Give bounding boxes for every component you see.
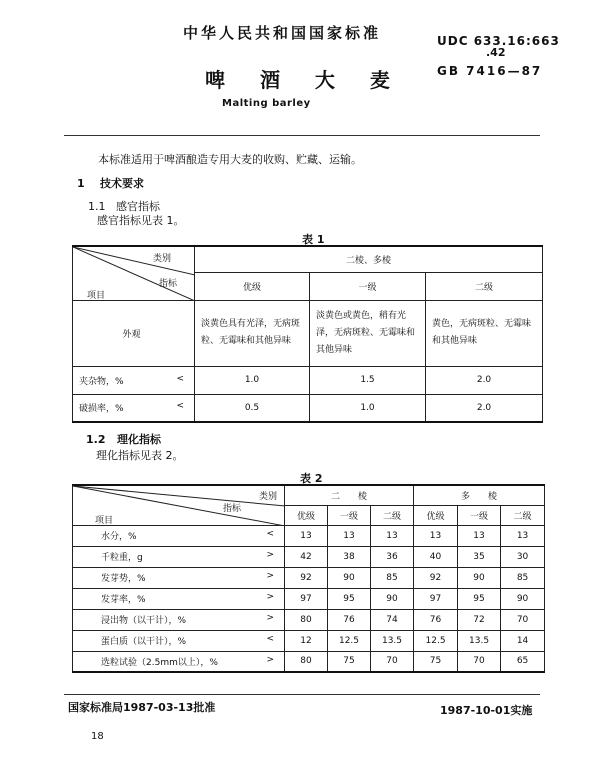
- gb-standard-number: GB 7416—87: [437, 64, 543, 78]
- row-label-wrap: [73, 655, 284, 668]
- table-1-caption: 表 1: [302, 233, 325, 246]
- table-cell: 14: [501, 630, 545, 651]
- row-label-wrap: [73, 529, 284, 542]
- grade-header: 优级: [195, 272, 310, 300]
- table-row: [73, 609, 545, 630]
- row-label: [73, 366, 195, 394]
- table-1-corner-header: [73, 246, 195, 300]
- table-cell: 85: [501, 567, 545, 588]
- table-cell: 90: [371, 588, 414, 609]
- table-cell: 80: [285, 609, 328, 630]
- comparison-symbol: <: [266, 529, 274, 539]
- table-cell: 12: [285, 630, 328, 651]
- sensory-index-table: [72, 245, 543, 423]
- row-label-wrap: [73, 613, 284, 626]
- comparison-symbol: >: [266, 571, 274, 581]
- table-2-corner-header: [73, 485, 285, 525]
- table-cell: 13: [414, 525, 458, 546]
- header-item-label: 项目: [87, 291, 106, 300]
- row-label: [73, 546, 285, 567]
- physicochemical-index-table: [72, 484, 545, 673]
- table-cell: 74: [371, 609, 414, 630]
- table-cell: 36: [371, 546, 414, 567]
- row-label-text: 发芽率，%: [101, 595, 146, 605]
- section-title: 感官指标: [116, 200, 160, 213]
- row-label-wrap: [73, 327, 194, 340]
- row-label-wrap: [73, 374, 194, 387]
- grade-header: 二级: [371, 505, 414, 525]
- table-cell: 76: [328, 609, 371, 630]
- table-cell: 1.0: [195, 366, 310, 394]
- table-cell: 1.0: [310, 394, 426, 422]
- table-cell: 80: [285, 651, 328, 672]
- table-2-body: [73, 525, 545, 672]
- section-number: 1: [77, 177, 85, 190]
- table-2-caption: 表 2: [300, 472, 323, 485]
- comparison-symbol: <: [176, 373, 184, 384]
- row-label-text: 蛋白质（以干计），%: [101, 637, 187, 647]
- row-label-text: 破损率，%: [79, 404, 124, 415]
- table-cell: 95: [328, 588, 371, 609]
- table-cell: 85: [371, 567, 414, 588]
- row-label-text: 水分，%: [101, 532, 137, 542]
- comparison-symbol: <: [176, 401, 184, 412]
- table-cell: 13: [285, 525, 328, 546]
- row-label: [73, 651, 285, 672]
- row-label-wrap: [73, 571, 284, 584]
- table-cell: 97: [414, 588, 458, 609]
- table-cell: 70: [371, 651, 414, 672]
- table-cell: 13: [328, 525, 371, 546]
- row-label-text: 浸出物（以干计），%: [101, 616, 187, 626]
- table-cell: 90: [328, 567, 371, 588]
- table-cell: 13.5: [371, 630, 414, 651]
- udc-code: UDC 633.16:663: [437, 34, 560, 48]
- group-header: 二 棱: [285, 485, 414, 505]
- row-label: [73, 567, 285, 588]
- table-cell: 35: [458, 546, 501, 567]
- table-cell: 42: [285, 546, 328, 567]
- table-cell: 13.5: [458, 630, 501, 651]
- row-label: [73, 630, 285, 651]
- row-label: [73, 609, 285, 630]
- grade-header: 一级: [328, 505, 371, 525]
- grade-header: 优级: [285, 505, 328, 525]
- table-cell: 1.5: [310, 366, 426, 394]
- table-cell: 黄色，无病斑粒、无霉味和其他异味: [426, 300, 543, 366]
- grade-header: 优级: [414, 505, 458, 525]
- table-cell: 92: [285, 567, 328, 588]
- approval-note: 国家标准局1987-03-13批准: [68, 701, 216, 714]
- row-label-text: 发芽势，%: [101, 574, 146, 584]
- table-cell: 13: [371, 525, 414, 546]
- table-row: [73, 525, 545, 546]
- table-cell: 70: [501, 609, 545, 630]
- grade-header: 二级: [426, 272, 543, 300]
- row-label-wrap: [73, 592, 284, 605]
- section-title: 理化指标: [117, 433, 161, 446]
- footer-divider: [64, 694, 540, 695]
- table-cell: 70: [458, 651, 501, 672]
- section-1-2-body: 理化指标见表 2。: [96, 449, 184, 462]
- table-cell: 2.0: [426, 394, 543, 422]
- comparison-symbol: >: [266, 592, 274, 602]
- table-cell: 13: [501, 525, 545, 546]
- section-number: 1.2: [86, 433, 106, 446]
- header-index-label: 指标: [159, 279, 178, 289]
- table-cell: 12.5: [414, 630, 458, 651]
- row-label-wrap: [73, 634, 284, 647]
- table-cell: 75: [328, 651, 371, 672]
- table-cell: 76: [414, 609, 458, 630]
- comparison-symbol: >: [266, 550, 274, 560]
- row-label-wrap: [73, 401, 194, 414]
- section-title: 技术要求: [99, 177, 144, 190]
- page-number: 18: [91, 731, 104, 742]
- section-number: 1.1: [88, 200, 106, 213]
- table-cell: 0.5: [195, 394, 310, 422]
- table-cell: 淡黄色或黄色，稍有光泽，无病斑粒、无霉味和其他异味: [310, 300, 426, 366]
- grade-header: 一级: [310, 272, 426, 300]
- comparison-symbol: >: [266, 613, 274, 623]
- row-label-text: 选粒试验（2.5mm以上），%: [101, 657, 218, 668]
- table-row: [73, 630, 545, 651]
- section-1-1-body: 感官指标见表 1。: [97, 214, 185, 227]
- table-cell: 90: [458, 567, 501, 588]
- table-cell: 13: [458, 525, 501, 546]
- table-cell: 97: [285, 588, 328, 609]
- header-category-label: 类别: [153, 254, 172, 264]
- header-category-label: 类别: [259, 492, 278, 502]
- standard-type-title: 中华人民共和国国家标准: [183, 24, 382, 42]
- header-item-label: 项目: [95, 516, 114, 525]
- row-label: [73, 300, 195, 366]
- header-divider: [64, 135, 540, 136]
- comparison-symbol: <: [266, 634, 274, 644]
- table-cell: 65: [501, 651, 545, 672]
- group-header: 二棱、多棱: [195, 246, 543, 272]
- header-index-label: 指标: [223, 504, 242, 514]
- table-cell: 38: [328, 546, 371, 567]
- table-cell: 92: [414, 567, 458, 588]
- row-label: [73, 588, 285, 609]
- table-cell: 75: [414, 651, 458, 672]
- row-label-text: 外观: [122, 329, 141, 340]
- table-cell: 72: [458, 609, 501, 630]
- row-label-wrap: [73, 550, 284, 563]
- group-header: 多 棱: [414, 485, 545, 505]
- effective-date: 1987-10-01实施: [440, 704, 533, 717]
- grade-header: 二级: [501, 505, 545, 525]
- document-title: 啤 酒 大 麦: [205, 68, 404, 92]
- table-row: [73, 546, 545, 567]
- section-1-heading: [77, 175, 144, 191]
- row-label-text: 千粒重，g: [101, 553, 143, 563]
- udc-code-suffix: .42: [486, 46, 506, 59]
- table-cell: 95: [458, 588, 501, 609]
- document-title-english: Malting barley: [222, 98, 311, 109]
- row-label: [73, 525, 285, 546]
- scope-paragraph: 本标准适用于啤酒酿造专用大麦的收购、贮藏、运输。: [98, 153, 362, 166]
- table-row: [73, 588, 545, 609]
- table-cell: 12.5: [328, 630, 371, 651]
- table-cell: 淡黄色具有光泽，无病斑粒、无霉味和其他异味: [195, 300, 310, 366]
- table-cell: 40: [414, 546, 458, 567]
- table-row: [73, 567, 545, 588]
- table-cell: 2.0: [426, 366, 543, 394]
- grade-header: 一级: [458, 505, 501, 525]
- row-label-text: 夹杂物，%: [79, 376, 124, 387]
- table-row: [73, 651, 545, 672]
- section-1-2-heading: [86, 431, 161, 447]
- row-label: [73, 394, 195, 422]
- table-cell: 30: [501, 546, 545, 567]
- comparison-symbol: >: [266, 654, 274, 665]
- table-cell: 90: [501, 588, 545, 609]
